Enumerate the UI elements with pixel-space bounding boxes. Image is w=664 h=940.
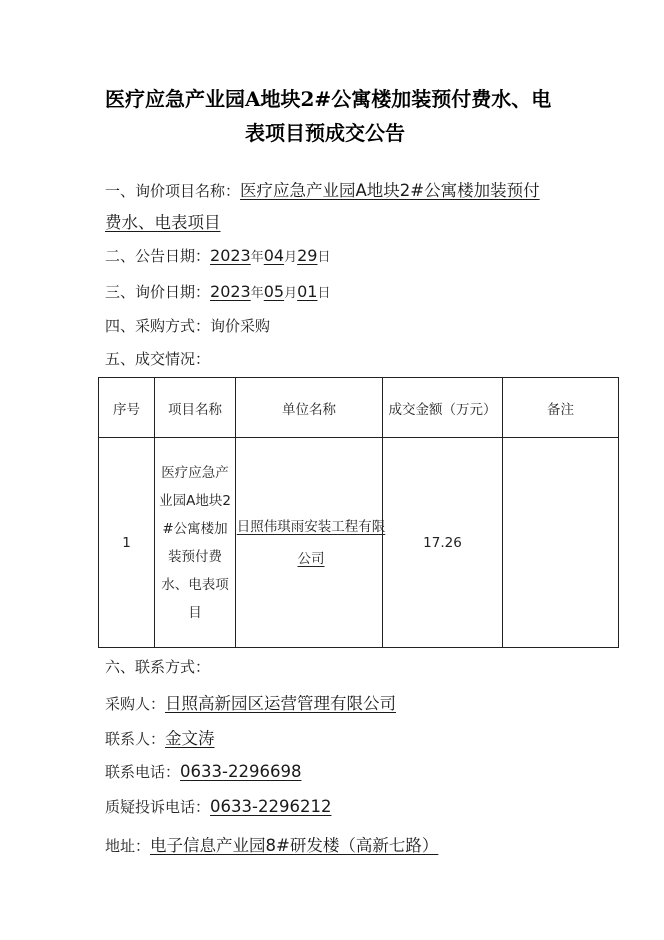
cell-remark — [503, 438, 619, 648]
announce-date-month: 04 — [263, 246, 285, 265]
table-row — [99, 438, 619, 648]
contact-person-value: 金文涛 — [165, 729, 215, 748]
inquiry-date-month-unit: 月 — [284, 286, 298, 301]
header-remark: 备注 — [503, 378, 619, 438]
buyer-value: 日照高新园区运营管理有限公司 — [165, 694, 397, 713]
announce-date-day-unit: 日 — [317, 250, 331, 265]
announce-date-year: 2023 — [210, 246, 251, 265]
result-heading: 五、成交情况： — [105, 350, 211, 368]
address-value: 电子信息产业园8#研发楼（高新七路） — [150, 836, 439, 855]
inquiry-date-day: 01 — [297, 282, 318, 301]
cell-project-text: 医疗应急产业园A地块2#公寓楼加装预付费水、电表项目 — [159, 464, 231, 621]
table-header-row — [99, 378, 619, 438]
method-row — [105, 315, 270, 336]
phone-row — [105, 761, 301, 782]
announcement-title-line1: 医疗应急产业园A地块2#公寓楼加装预付费水、电 — [105, 87, 552, 111]
project-name-continued — [105, 209, 221, 233]
inquiry-date-label: 三、询价日期： — [105, 283, 211, 301]
announce-date-month-unit: 月 — [284, 250, 298, 265]
complaint-phone-row — [105, 796, 331, 817]
inquiry-date-year: 2023 — [210, 282, 251, 301]
buyer-label: 采购人： — [105, 695, 166, 713]
inquiry-date-day-unit: 日 — [317, 286, 331, 301]
inquiry-date-month: 05 — [263, 282, 285, 301]
result-table — [98, 377, 619, 648]
phone-value: 0633-2296698 — [180, 762, 302, 781]
complaint-phone-value: 0633-2296212 — [210, 797, 332, 816]
announce-date-row — [105, 245, 331, 266]
project-name-value-line2: 费水、电表项目 — [105, 213, 221, 232]
announce-date-day: 29 — [297, 246, 318, 265]
inquiry-date-year-unit: 年 — [250, 286, 264, 301]
phone-label: 联系电话： — [105, 763, 181, 781]
contact-heading: 六、联系方式： — [105, 658, 211, 676]
announce-date-label: 二、公告日期： — [105, 247, 211, 265]
contact-person-row — [105, 725, 215, 749]
cell-no: 1 — [99, 438, 155, 648]
project-name-label: 一、询价项目名称： — [105, 182, 241, 200]
header-project: 项目名称 — [155, 378, 236, 438]
announce-date-year-unit: 年 — [250, 250, 264, 265]
complaint-phone-label: 质疑投诉电话： — [105, 798, 211, 816]
inquiry-date-row — [105, 281, 331, 302]
address-row — [105, 832, 438, 856]
method-value: 询价采购 — [210, 317, 271, 335]
announcement-title-line2: 表项目预成交公告 — [245, 121, 405, 145]
buyer-row — [105, 690, 396, 714]
header-company: 单位名称 — [236, 378, 383, 438]
header-no: 序号 — [99, 378, 155, 438]
method-label: 四、采购方式： — [105, 317, 211, 335]
project-name-row — [105, 177, 540, 201]
cell-project — [155, 438, 236, 648]
project-name-value-line1: 医疗应急产业园A地块2#公寓楼加装预付 — [240, 181, 540, 200]
address-label: 地址： — [105, 837, 151, 855]
cell-company-text: 日照伟琪雨安装工程有限公司 — [236, 518, 386, 567]
contact-person-label: 联系人： — [105, 730, 166, 748]
cell-amount: 17.26 — [383, 438, 503, 648]
header-amount: 成交金额（万元） — [383, 378, 503, 438]
cell-company — [236, 438, 386, 648]
